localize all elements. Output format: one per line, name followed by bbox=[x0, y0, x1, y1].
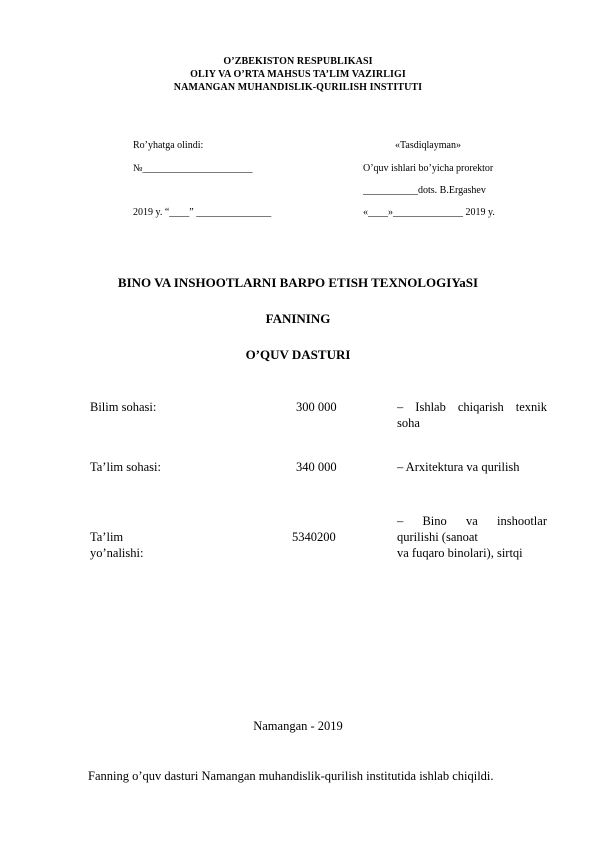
registration-date: 2019 y. “____” _______________ bbox=[133, 207, 272, 218]
approver-role: O’quv ishlari bo’yicha prorektor bbox=[363, 163, 494, 174]
row-desc-line3: va fuqaro binolari), sirtqi bbox=[397, 546, 523, 560]
footer-note: Fanning o’quv dasturi Namangan muhandislik-qurilish institutida ishlab chiqildi. bbox=[88, 769, 494, 783]
row-code: 5340200 bbox=[292, 530, 336, 544]
row-code: 300 000 bbox=[296, 400, 337, 414]
row-desc-line2: qurilishi (sanoat bbox=[397, 530, 478, 544]
course-subtitle: FANINING bbox=[265, 311, 331, 326]
row-label-line2: yo’nalishi: bbox=[90, 546, 144, 560]
row-code: 340 000 bbox=[296, 460, 337, 474]
city-year: Namangan - 2019 bbox=[253, 719, 343, 733]
registration-number: №______________________ bbox=[133, 163, 253, 174]
approve-label: «Tasdiqlayman» bbox=[395, 140, 461, 151]
approver-signature: ___________dots. B.Ergashev bbox=[363, 185, 486, 196]
ministry-country: O’ZBEKISTON RESPUBLIKASI bbox=[223, 56, 373, 67]
institute-name: NAMANGAN MUHANDISLIK-QURILISH INSTITUTI bbox=[173, 82, 423, 93]
approval-date: «____»______________ 2019 y. bbox=[363, 207, 495, 218]
ministry-name: OLIY VA O’RTA MAHSUS TA’LIM VAZIRLIGI bbox=[190, 69, 406, 80]
row-label: Ta’lim sohasi: bbox=[90, 460, 161, 474]
document-type: O’QUV DASTURI bbox=[245, 347, 351, 362]
row-desc-line2: soha bbox=[397, 416, 420, 430]
row-desc-line1: – Arxitektura va qurilish bbox=[397, 460, 520, 474]
course-title: BINO VA INSHOOTLARNI BARPO ETISH TEXNOLOGIYaSI bbox=[117, 275, 479, 290]
row-label-line1: Ta’lim bbox=[90, 530, 124, 544]
row-desc-line1: – Ishlab chiqarish texnik bbox=[397, 400, 547, 414]
row-desc-line1: – Bino va inshootlar bbox=[397, 514, 547, 528]
received-label: Ro’yhatga olindi: bbox=[133, 140, 204, 151]
row-label: Bilim sohasi: bbox=[90, 400, 157, 414]
